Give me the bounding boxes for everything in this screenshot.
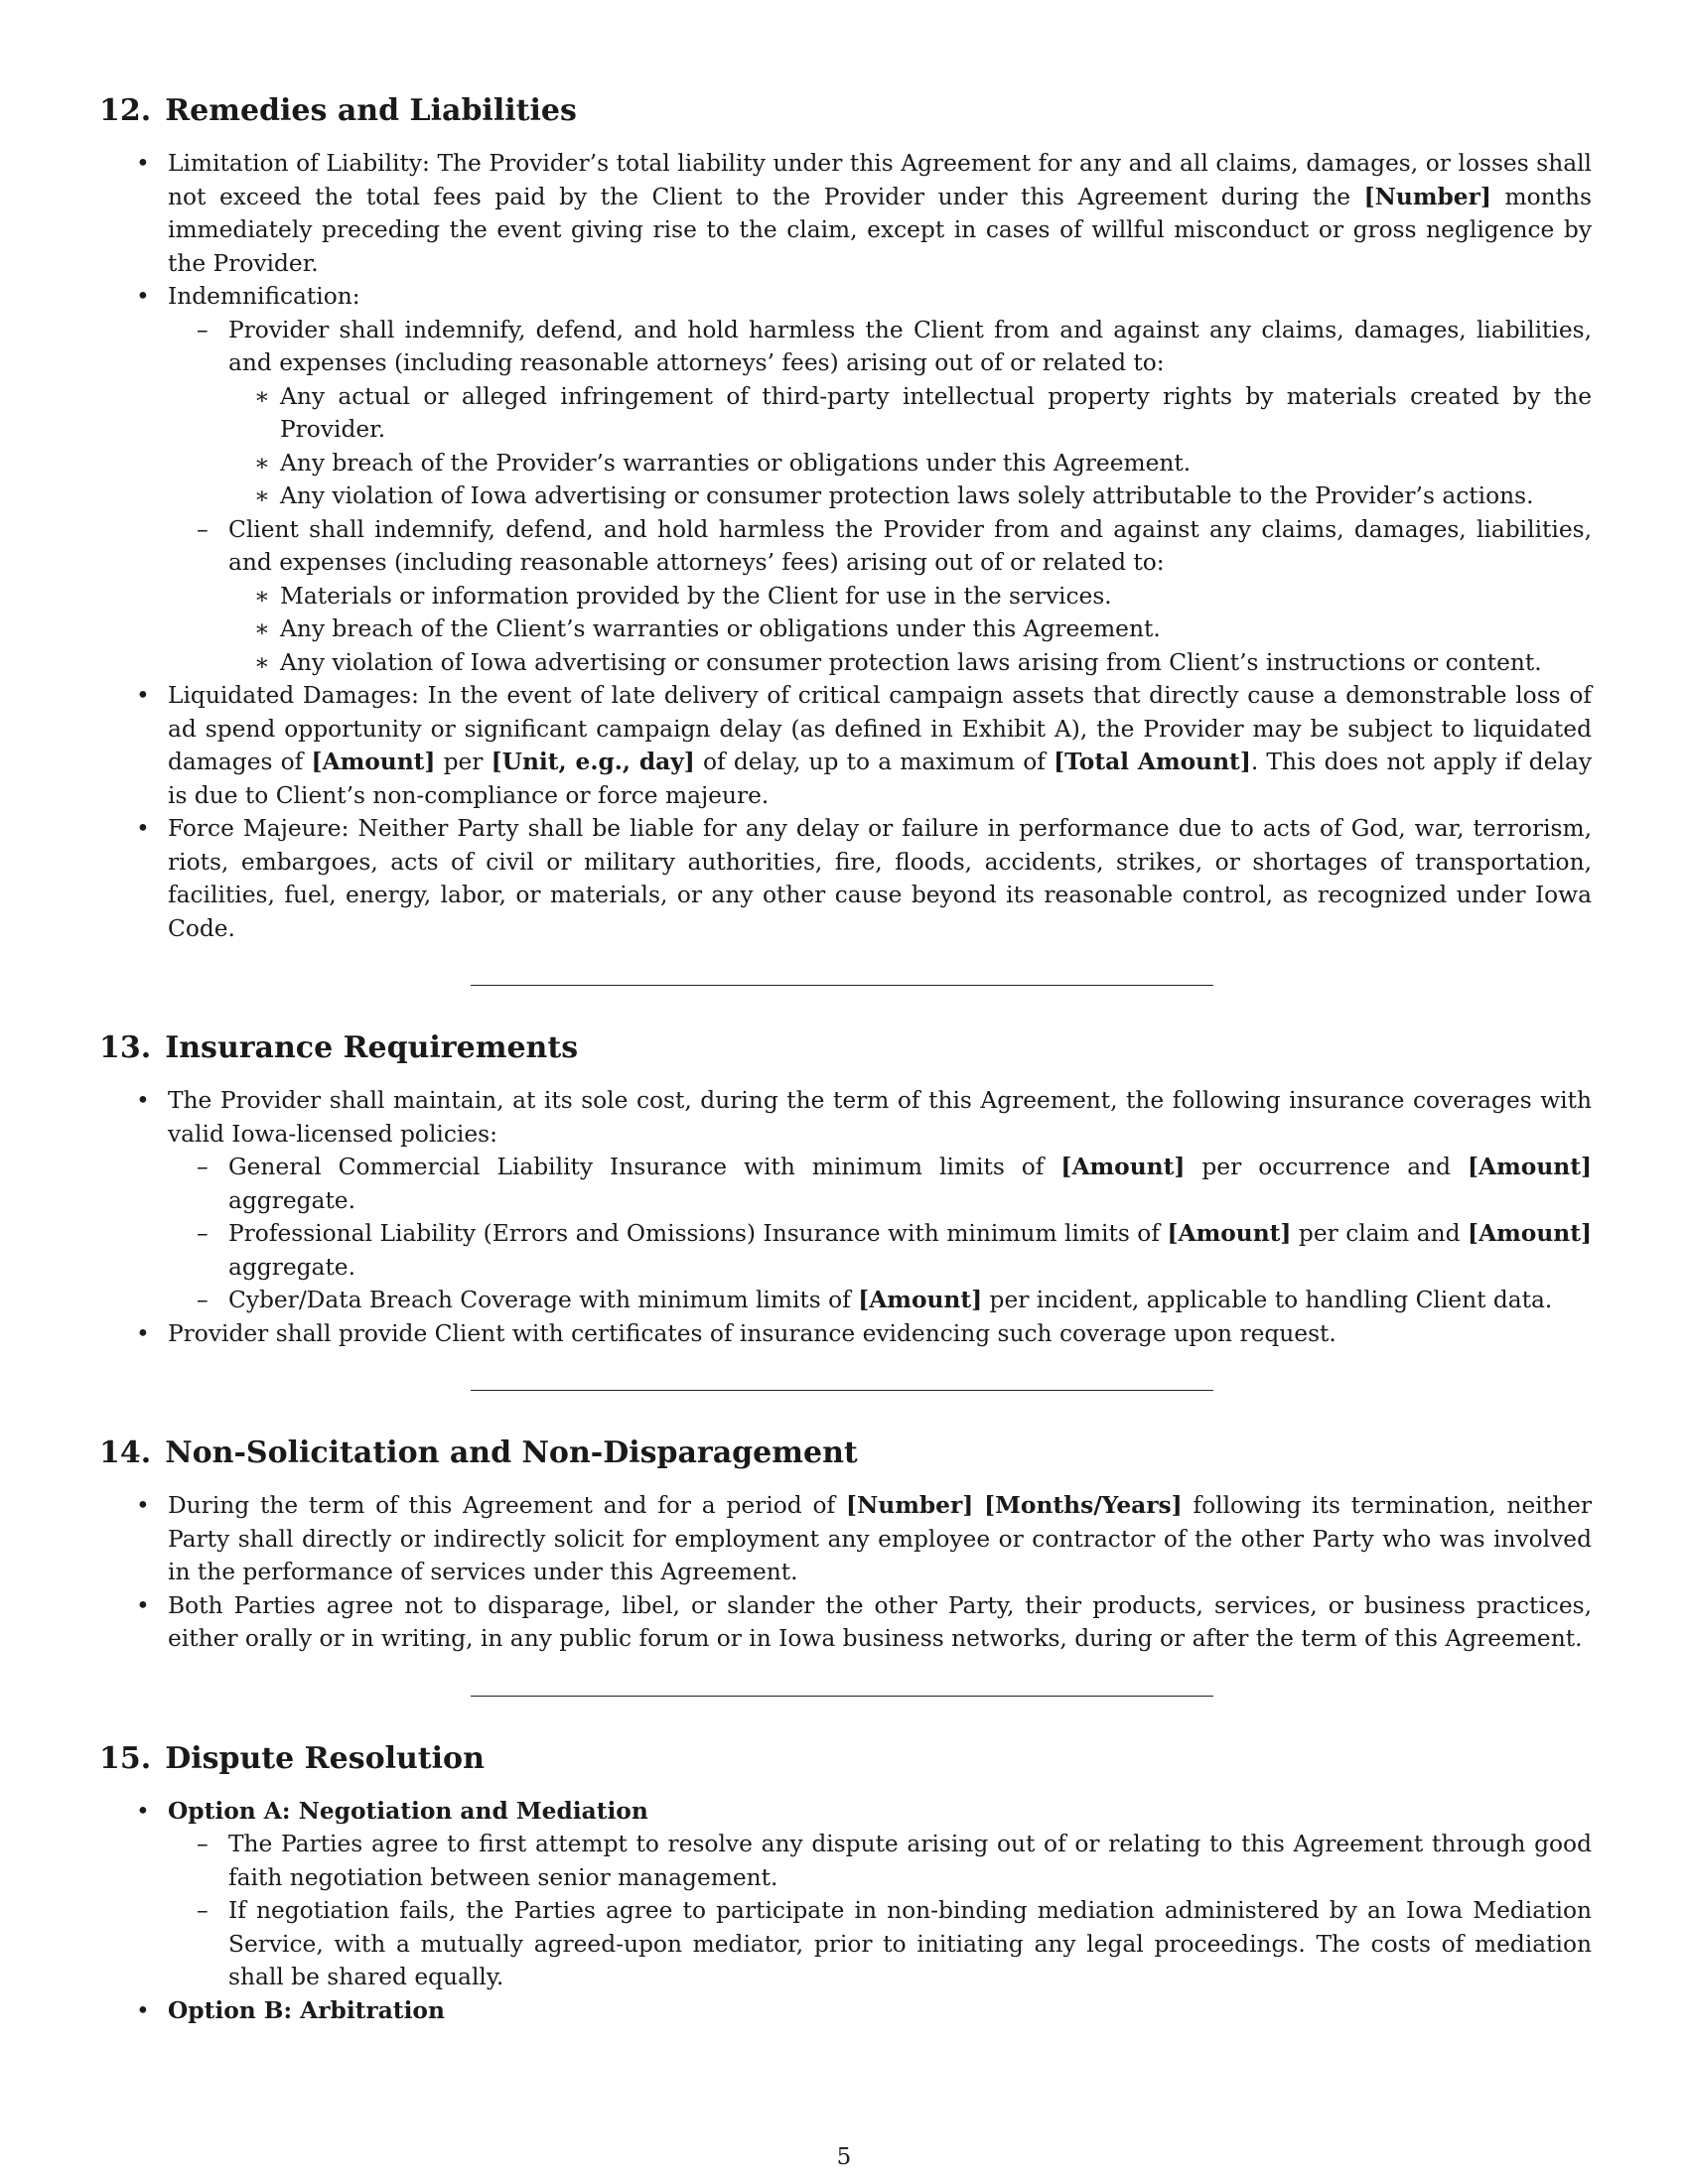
placeholder-unit: [Unit, e.g., day] [491,749,695,775]
section-15-heading [99,1739,1592,1779]
section-13-list [99,1084,1592,1350]
section-title: Dispute Resolution [165,1740,485,1776]
cyber-coverage-item [168,1284,1592,1317]
placeholder-total-amount: [Total Amount] [1054,749,1251,775]
list-item: ∗ Any violation of Iowa advertising or consumer protection laws arising from Client’s instructions or content. [228,646,1592,680]
provider-indemnification-items [228,380,1592,513]
list-item: ∗ Any violation of Iowa advertising or consumer protection laws solely attributable to the Provider’s actions. [228,479,1592,513]
list-item: – If negotiation fails, the Parties agree to participate in non-binding mediation administered by an Iowa Mediation Service, with a mutually agreed-upon mediator, prior to initiating any legal proceedings. The costs of mediation shall be shared equally. [168,1894,1592,1994]
document-page [99,91,1592,2027]
placeholder-amount: [Amount] [311,749,436,775]
option-b-item [99,1994,1592,2028]
coverage-text: per incident, applicable to handling Client data. [982,1287,1553,1313]
section-12-heading [99,91,1592,131]
section-number: 13. [99,1030,152,1065]
section-number: 12. [99,93,152,128]
limitation-text: Limitation of Liability: The Provider’s total liability under this Agreement for any and all claims, damages, or losses shall not exceed the total fees paid by the Client to the Provider under this Agreement during the [168,150,1592,210]
section-14-heading [99,1433,1592,1473]
indemnification-sublist [168,314,1592,680]
page-number: 5 [836,2144,852,2170]
coverage-text: aggregate. [228,1186,355,1214]
liquidated-text: Liquidated Damages: In the event of late delivery of critical campaign assets that directly cause a demonstrable loss of ad spend opportunity or significant campaign delay (as defined in Exhibit A), the Provider may be subject to liquidated damages of [168,682,1592,775]
solicit-text: following its termination, neither Party shall directly or indirectly solicit for employment any employee or contractor of the other Party who was involved in the performance of services under this Agreement. [168,1492,1593,1585]
section-divider [471,1390,1213,1391]
section-13-heading [99,1028,1592,1068]
option-a-item [99,1795,1592,1994]
professional-liability-item [168,1217,1592,1284]
section-13 [99,1028,1592,1350]
liquidated-text: per [435,749,492,775]
liquidated-damages-item [99,679,1592,812]
placeholder-amount: [Amount] [1167,1220,1292,1247]
certificates-item: • Provider shall provide Client with certificates of insurance evidencing such coverage upon request. [99,1317,1592,1351]
section-divider [471,985,1213,986]
section-15-list [99,1795,1592,2028]
placeholder-amount: [Amount] [1468,1154,1592,1180]
coverage-text: per claim and [1291,1220,1469,1247]
non-disparagement-item: • Both Parties agree not to disparage, libel, or slander the other Party, their products, services, or business practices, either orally or in writing, in any public forum or in Iowa business networks, during or after the term of this Agreement. [99,1589,1592,1656]
list-item: ∗ Materials or information provided by the Client for use in the services. [228,580,1592,614]
indemnification-label: Indemnification: [168,283,360,310]
force-majeure-item: • Force Majeure: Neither Party shall be liable for any delay or failure in performance due to acts of God, war, terrorism, riots, embargoes, acts of civil or military authorities, fire, floods, accidents, strikes, or shortages of transportation, facilities, fuel, energy, labor, or materials, or any other cause beyond its reasonable control, as recognized under Iowa Code. [99,812,1592,945]
option-a-label: Option A: Negotiation and Mediation [168,1797,648,1825]
option-b-label: Option B: Arbitration [168,1996,445,2024]
section-12-list [99,147,1592,945]
coverage-text: Professional Liability (Errors and Omissions) Insurance with minimum limits of [228,1220,1168,1247]
placeholder-number: [Number] [845,1492,974,1519]
list-item: ∗ Any breach of the Client’s warranties or obligations under this Agreement. [228,613,1592,646]
provider-indemnification-text: Provider shall indemnify, defend, and hold harmless the Client from and against any claims, damages, liabilities, and expenses (including reasonable attorneys’ fees) arising out of or related to: [228,316,1592,376]
client-indemnification-items [228,580,1592,680]
general-liability-item [168,1151,1592,1217]
list-item: ∗ Any breach of the Provider’s warranties or obligations under this Agreement. [228,447,1592,480]
solicit-text [973,1492,984,1519]
section-14 [99,1433,1592,1656]
section-title: Remedies and Liabilities [165,93,577,128]
section-number: 14. [99,1435,152,1470]
coverage-text: General Commercial Liability Insurance with minimum limits of [228,1154,1061,1180]
non-solicitation-item [99,1489,1592,1589]
placeholder-months-years: [Months/Years] [984,1492,1183,1519]
solicit-text: During the term of this Agreement and for a period of [168,1492,846,1519]
coverage-text: per occurrence and [1185,1154,1469,1180]
list-item: ∗ Any actual or alleged infringement of third-party intellectual property rights by materials created by the Provider. [228,380,1592,447]
provider-indemnification [168,314,1592,513]
placeholder-amount: [Amount] [1468,1220,1592,1247]
section-title: Non-Solicitation and Non-Disparagement [165,1435,858,1470]
client-indemnification [168,513,1592,680]
liquidated-text: of delay, up to a maximum of [694,749,1055,775]
coverage-text: Cyber/Data Breach Coverage with minimum limits of [228,1287,859,1313]
option-a-sublist [168,1828,1592,1994]
insurance-intro-text: The Provider shall maintain, at its sole cost, during the term of this Agreement, the following insurance coverages with valid Iowa-licensed policies: [168,1087,1592,1148]
coverage-text: aggregate. [228,1253,355,1281]
insurance-coverage-list [168,1151,1592,1317]
client-indemnification-text: Client shall indemnify, defend, and hold harmless the Provider from and against any claims, damages, liabilities, and expenses (including reasonable attorneys’ fees) arising out of or related to: [228,515,1592,576]
section-title: Insurance Requirements [165,1030,579,1065]
section-14-list [99,1489,1592,1656]
indemnification-item [99,280,1592,679]
placeholder-number: [Number] [1363,183,1491,210]
liquidated-text: . This does not apply if delay is due to Client’s non-compliance or force majeure. [168,749,1593,809]
section-12 [99,91,1592,945]
placeholder-amount: [Amount] [858,1287,983,1313]
limitation-text-tail: months immediately preceding the event giving rise to the claim, except in cases of willful misconduct or gross negligence by the Provider. [168,183,1592,277]
section-15 [99,1739,1592,2028]
placeholder-amount: [Amount] [1060,1154,1186,1180]
list-item: – The Parties agree to first attempt to resolve any dispute arising out of or relating to this Agreement through good faith negotiation between senior management. [168,1828,1592,1894]
section-number: 15. [99,1740,152,1776]
insurance-intro-item [99,1084,1592,1317]
section-divider [471,1696,1213,1697]
limitation-of-liability-item [99,147,1592,280]
